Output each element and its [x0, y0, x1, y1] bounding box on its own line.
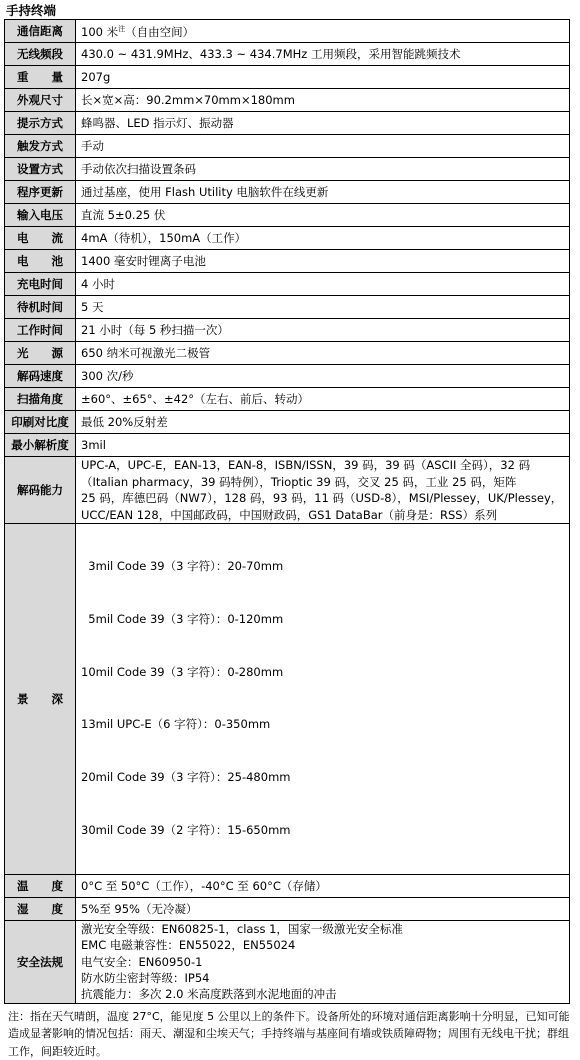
spec-row: [5, 227, 570, 250]
row-value: 通过基座，使用 Flash Utility 电脑软件在线更新: [76, 181, 570, 204]
row-label: 设置方式: [5, 158, 76, 181]
decode-line: UPC-A，UPC-E，EAN-13，EAN-8，ISBN/ISSN，39 码，39 码（ASCII 全码），32 码: [81, 458, 531, 472]
row-label: 扫描角度: [5, 388, 76, 411]
spec-row: [5, 181, 570, 204]
spec-row: [5, 20, 570, 43]
depth-line: 13mil UPC-E（6 字符）：0-350mm: [81, 717, 271, 732]
spec-page: [4, 2, 576, 1060]
row-label: 无线频段: [5, 43, 76, 66]
decode-line: UCC/EAN 128，中国邮政码，中国财政码，GS1 DataBar（前身是：RSS）系列: [81, 507, 498, 522]
row-label: 安全法规: [5, 920, 76, 1003]
row-label: 外观尺寸: [5, 89, 76, 112]
footnote: 注：指在天气晴朗，温度 27°C，能见度 5 公里以上的条件下。设备所处的环境对通信距离影响十分明显，已知可能造成显著影响的情况包括：雨天、潮湿和尘埃天气；手持终端与基座间有墙或铁质障碍物；周围有无线电干扰；群组工作，间距较近时。: [8, 1009, 570, 1058]
row-label: 景 深: [5, 524, 76, 875]
row-label: 光 源: [5, 342, 76, 365]
row-value: 蜂鸣器、LED 指示灯、振动器: [76, 112, 570, 135]
depth-value: [76, 524, 570, 875]
row-label: 重 量: [5, 66, 76, 89]
range-suffix: （自由空间）: [125, 25, 195, 40]
safety-value: [76, 920, 570, 1003]
decode-line: 25 码，库德巴码（NW7），128 码，93 码，11 码（USD-8），MSI/Plessey，UK/Plessey，: [81, 491, 563, 505]
spec-row: [5, 365, 570, 388]
depth-line: 5mil Code 39（3 字符）：0-120mm: [81, 611, 284, 626]
row-value: 430.0 ~ 431.9MHz、433.3 ~ 434.7MHz 工用频段，采用智能跳频技术: [76, 43, 570, 66]
note-marker: 注: [118, 25, 126, 34]
row-value: 207g: [76, 66, 570, 89]
safety-row: [5, 920, 570, 1003]
safety-line: 抗震能力：多次 2.0 米高度跌落到水泥地面的冲击: [81, 987, 337, 1002]
row-label: 待机时间: [5, 296, 76, 319]
temperature-row: [5, 874, 570, 897]
row-value: 4 小时: [76, 273, 570, 296]
decode-value: [76, 457, 570, 524]
depth-line: 10mil Code 39（3 字符）：0-280mm: [81, 664, 284, 679]
row-label: 通信距离: [5, 20, 76, 43]
safety-line: 激光安全等级：EN60825-1，class 1，国家一级激光安全标准: [81, 921, 403, 936]
row-label: 电 池: [5, 250, 76, 273]
spec-row: [5, 204, 570, 227]
row-label: 工作时间: [5, 319, 76, 342]
spec-row: [5, 388, 570, 411]
row-value: 1400 毫安时锂离子电池: [76, 250, 570, 273]
spec-table: [4, 19, 570, 1004]
section-heading: 手持终端: [6, 3, 57, 18]
row-label: 印刷对比度: [5, 411, 76, 434]
row-value: 3mil: [76, 434, 570, 457]
depth-row: [5, 524, 570, 875]
spec-table-body: [5, 20, 570, 1004]
humidity-row: [5, 897, 570, 920]
spec-row: [5, 112, 570, 135]
safety-line: 防水防尘密封等级：IP54: [81, 971, 210, 985]
spec-row: [5, 411, 570, 434]
row-value: [76, 20, 570, 43]
row-label: 电 流: [5, 227, 76, 250]
row-label: 温 度: [5, 874, 76, 897]
row-value: 650 纳米可视激光二极管: [76, 342, 570, 365]
row-label: 充电时间: [5, 273, 76, 296]
decode-line: （Italian pharmacy，39 码特例），Trioptic 39 码，交叉 25 码，工业 25 码，矩阵: [81, 474, 517, 489]
row-label: 解码能力: [5, 457, 76, 524]
safety-line: 电气安全：EN60950-1: [81, 954, 203, 969]
row-value: 5 天: [76, 296, 570, 319]
range-text: 100 米: [81, 25, 119, 40]
row-label: 湿 度: [5, 897, 76, 920]
row-label: 程序更新: [5, 181, 76, 204]
row-value: 4mA（待机），150mA（工作）: [76, 227, 570, 250]
decode-row: [5, 457, 570, 524]
row-value: 长×宽×高：90.2mm×70mm×180mm: [76, 89, 570, 112]
row-value: 手动依次扫描设置条码: [76, 158, 570, 181]
spec-row: [5, 319, 570, 342]
depth-line: 30mil Code 39（2 字符）：15-650mm: [81, 822, 291, 837]
spec-row: [5, 66, 570, 89]
row-label: 输入电压: [5, 204, 76, 227]
row-value: 300 次/秒: [76, 365, 570, 388]
row-value: 手动: [76, 135, 570, 158]
depth-line: 20mil Code 39（3 字符）：25-480mm: [81, 770, 291, 785]
row-label: 提示方式: [5, 112, 76, 135]
spec-row: [5, 273, 570, 296]
row-label: 解码速度: [5, 365, 76, 388]
row-label: 触发方式: [5, 135, 76, 158]
spec-row: [5, 43, 570, 66]
spec-row: [5, 250, 570, 273]
depth-line: 3mil Code 39（3 字符）：20-70mm: [81, 559, 284, 573]
spec-row: [5, 89, 570, 112]
row-value: 0°C 至 50°C（工作），-40°C 至 60°C（存储）: [76, 874, 570, 897]
row-value: ±60°、±65°、±42°（左右、前后、转动）: [76, 388, 570, 411]
row-value: 最低 20%反射差: [76, 411, 570, 434]
spec-row: [5, 158, 570, 181]
spec-row: [5, 434, 570, 457]
row-value: 直流 5±0.25 伏: [76, 204, 570, 227]
row-value: 5%至 95%（无冷凝）: [76, 897, 570, 920]
row-label: 最小解析度: [5, 434, 76, 457]
spec-row: [5, 342, 570, 365]
spec-row: [5, 296, 570, 319]
safety-line: EMC 电磁兼容性：EN55022，EN55024: [81, 938, 296, 953]
row-value: 21 小时（每 5 秒扫描一次）: [76, 319, 570, 342]
spec-row: [5, 135, 570, 158]
